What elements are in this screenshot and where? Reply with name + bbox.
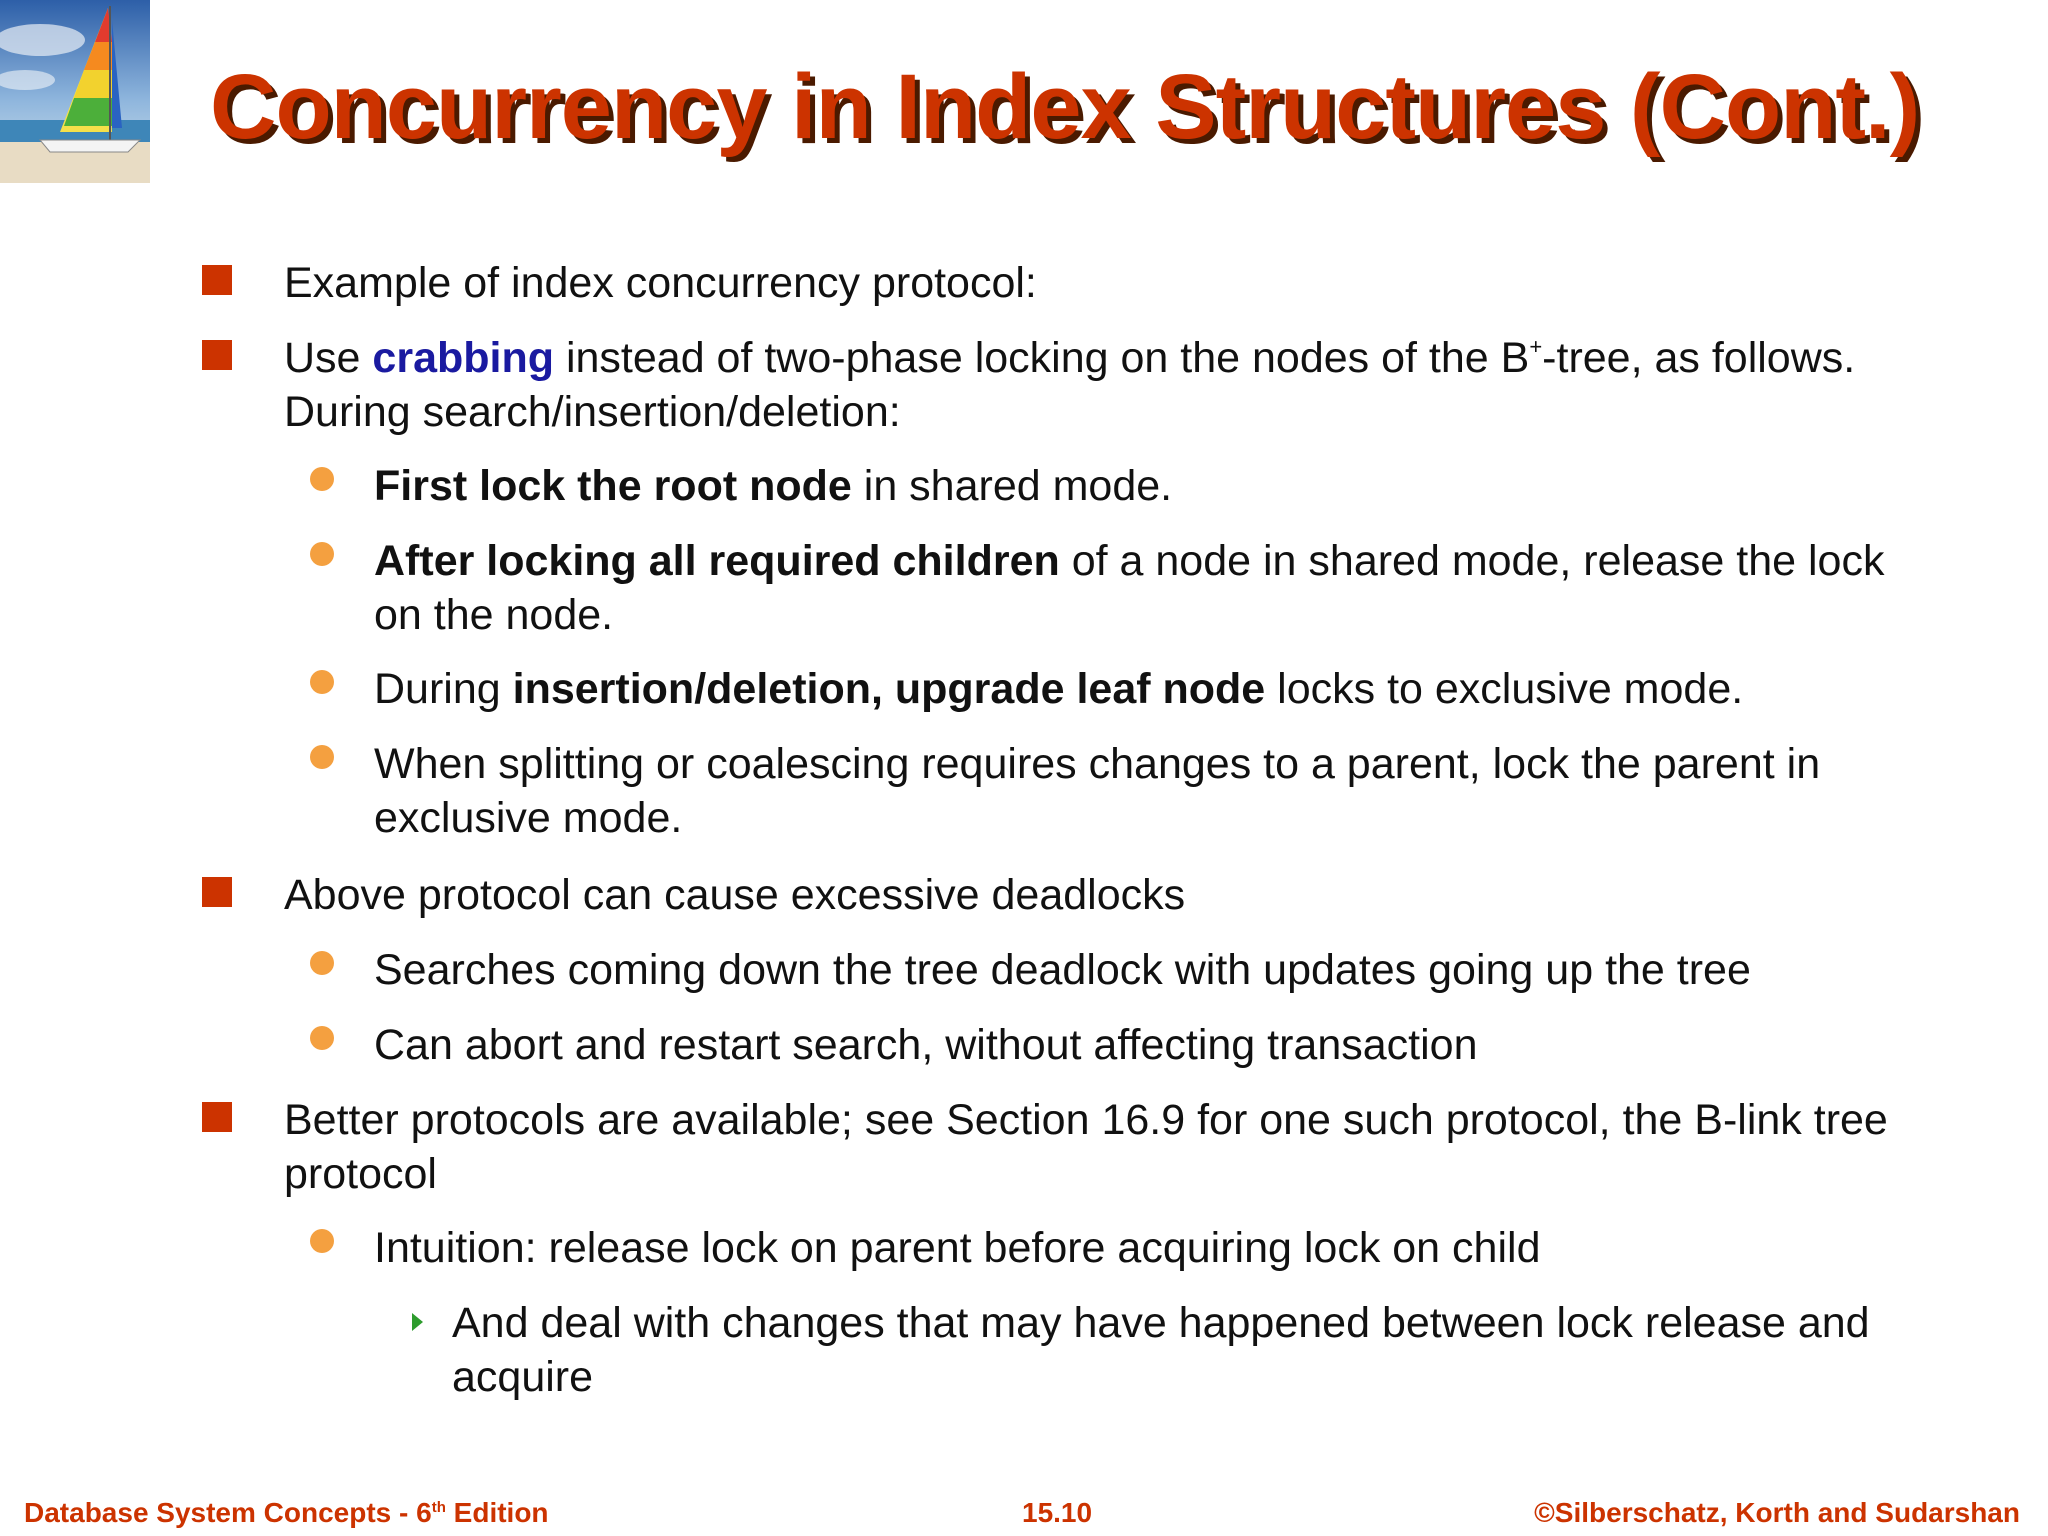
bullet-item: Example of index concurrency protocol:: [284, 259, 1037, 307]
footer-slide-number: 15.10: [1022, 1497, 1093, 1528]
bullet-item: Better protocols are available; see Section 16.9 for one such protocol, the B-link tree protocol: [284, 1096, 1888, 1198]
footer-copyright: ©Silberschatz, Korth and Sudarshan: [1534, 1497, 2020, 1528]
arrow-bullet: [412, 1313, 423, 1331]
dot-bullet: [310, 467, 334, 491]
sub-bullet-item: During insertion/deletion, upgrade leaf node locks to exclusive mode.: [374, 665, 1744, 713]
sub-bullet-item: Can abort and restart search, without affecting transaction: [374, 1021, 1478, 1069]
dot-bullet: [310, 951, 334, 975]
sub-bullet-item: When splitting or coalescing requires changes to a parent, lock the parent in exclusive mode.: [374, 740, 1821, 842]
bullet-item: Above protocol can cause excessive deadlocks: [284, 871, 1186, 919]
dot-bullet: [310, 1026, 334, 1050]
sub-sub-bullet-item: And deal with changes that may have happened between lock release and acquire: [452, 1299, 1870, 1401]
square-bullet: [202, 340, 232, 370]
slide-title: Concurrency in Index Structures (Cont.): [210, 56, 1920, 158]
square-bullet: [202, 265, 232, 295]
keyword-crabbing: crabbing: [372, 334, 554, 382]
sub-bullet-item: First lock the root node in shared mode.: [374, 462, 1173, 510]
sub-bullet-item: After locking all required children of a node in shared mode, release the lock on the node.: [374, 537, 1885, 639]
bullet-item: Use crabbing instead of two-phase locking on the nodes of the B+-tree, as follows. During search/insertion/deletion:: [284, 334, 1856, 436]
sub-bullet-item: Intuition: release lock on parent before acquiring lock on child: [374, 1224, 1541, 1272]
dot-bullet: [310, 745, 334, 769]
square-bullet: [202, 1102, 232, 1132]
dot-bullet: [310, 670, 334, 694]
footer-book-title: Database System Concepts - 6th Edition: [24, 1497, 549, 1528]
square-bullet: [202, 877, 232, 907]
sub-bullet-item: Searches coming down the tree deadlock with updates going up the tree: [374, 946, 1751, 994]
dot-bullet: [310, 1229, 334, 1253]
dot-bullet: [310, 542, 334, 566]
